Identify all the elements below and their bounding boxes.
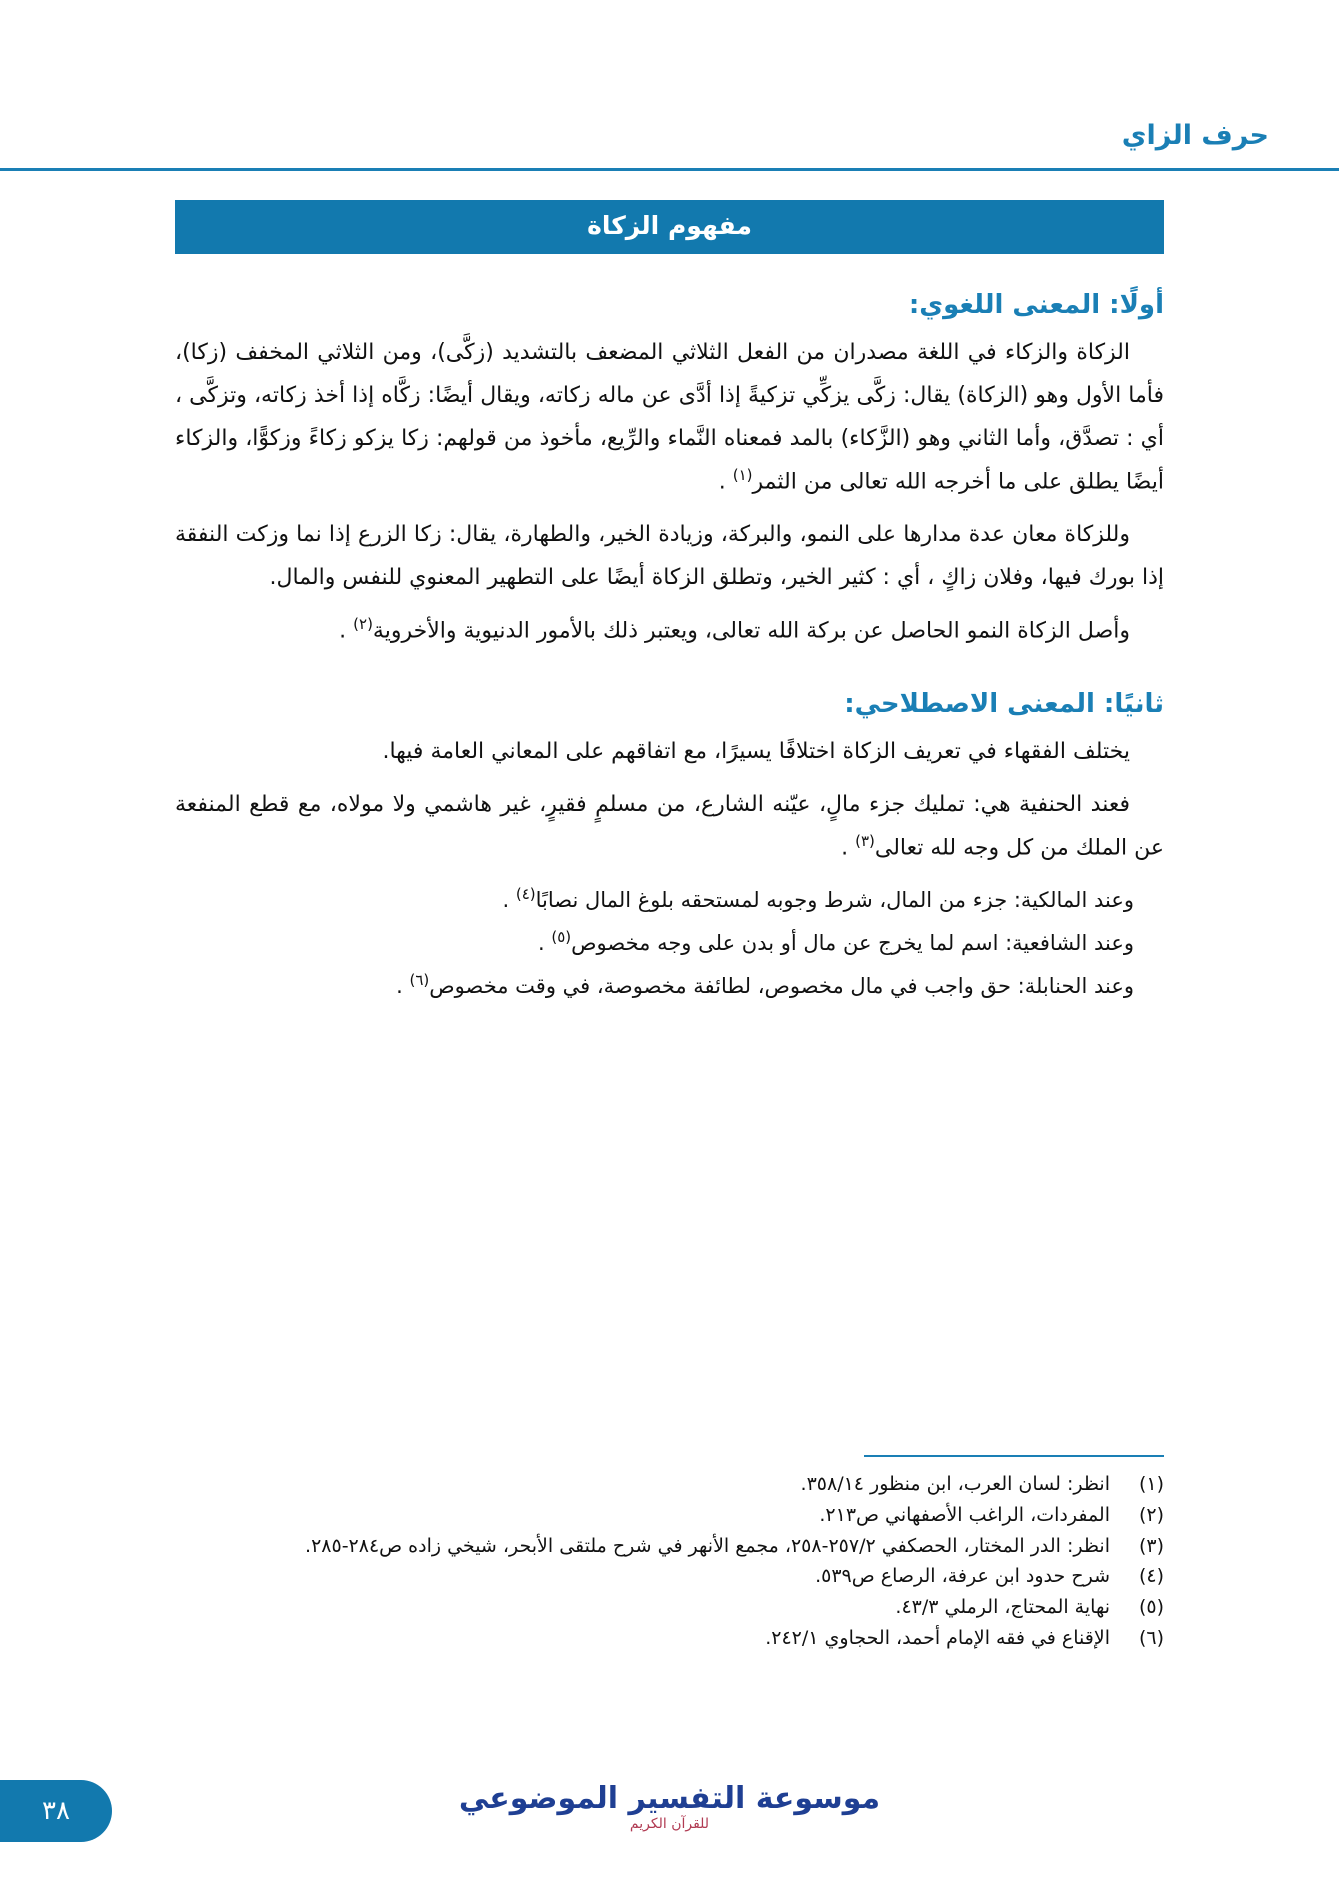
logo-title: موسوعة التفسير الموضوعي — [458, 1780, 881, 1816]
footnote-number: (٤) — [1138, 1565, 1164, 1588]
footnote-item — [175, 1531, 1164, 1562]
paragraph-text: فعند الحنفية هي: تمليك جزء مالٍ، عيّنه الشارع، من مسلمٍ فقيرٍ، غير هاشمي ولا مولاه، مع قطع المنفعة عن الملك من كل وجه لله تعالى — [175, 791, 1164, 860]
footnote-item — [175, 1500, 1164, 1531]
paragraph-linguistic-3: وأصل الزكاة النمو الحاصل عن بركة الله تعالى، ويعتبر ذلك بالأمور الدنيوية والأخروية$^{(٢)}$ . — [339, 614, 1130, 643]
footnote-item — [175, 1561, 1164, 1592]
page-header — [0, 120, 1339, 172]
footnote-number: (٣) — [1138, 1534, 1164, 1557]
definition-text: وعند الشافعية: اسم لما يخرج عن مال أو بدن على وجه مخصوص — [571, 930, 1134, 955]
paragraph-technical-2: فعند الحنفية هي: تمليك جزء مالٍ، عيّنه الشارع، من مسلمٍ فقيرٍ، غير هاشمي ولا مولاه، مع قطع المنفعة عن الملك من كل وجه لله تعالى$^{(٣)}$ . — [175, 791, 1164, 860]
paragraph-linguistic-1: الزكاة والزكاء في اللغة مصدران من الفعل الثلاثي المضعف بالتشديد (زكَّى)، ومن الثلاثي المخفف (زكا)، فأما الأول وهو (الزكاة) يقال: زكَّى يزكِّي تزكيةً إذا أدَّى عن ماله زكاته، ويقال أيضًا: زكَّاه إذا أخذ زكاته، وتزكَّى ، أي : تصدَّق، وأما الثاني وهو (الزَّكاء) بالمد فمعناه النَّماء والرِّيع، مأخوذ من قولهم: زكا يزكو زكاءً وزكوًّا، والزكاء أيضًا يطلق على ما أخرجه الله تعالى من الثمر$^{(١)}$ . — [175, 340, 1164, 494]
footnote-ref-6[interactable]: (٦) — [409, 970, 430, 989]
definition-shafii: وعند الشافعية: اسم لما يخرج عن مال أو بدن على وجه مخصوص$^{(٥)}$ . — [538, 927, 1134, 955]
running-title: حرف الزاي — [1121, 120, 1269, 151]
definition-hanbali: وعند الحنابلة: حق واجب في مال مخصوص، لطائفة مخصوصة، في وقت مخصوص$^{(٦)}$ . — [396, 970, 1134, 998]
page-number: ٣٨ — [0, 1780, 112, 1842]
section-banner: مفهوم الزكاة — [175, 200, 1164, 254]
footnote-item — [175, 1623, 1164, 1654]
paragraph-text: وأصل الزكاة النمو الحاصل عن بركة الله تعالى، ويعتبر ذلك بالأمور الدنيوية والأخروية — [372, 618, 1130, 643]
logo-subtitle: للقرآن الكريم — [629, 1816, 710, 1832]
footnote-item — [175, 1469, 1164, 1500]
heading-linguistic-meaning: أولًا: المعنى اللغوي: — [908, 290, 1164, 320]
publisher-logo — [0, 1780, 1339, 1833]
footnote-text: انظر: لسان العرب، ابن منظور ٣٥٨/١٤. — [800, 1473, 1110, 1495]
header-divider — [0, 168, 1339, 171]
footnote-text: المفردات، الراغب الأصفهاني ص٢١٣. — [819, 1503, 1110, 1526]
footnote-number: (٥) — [1138, 1596, 1164, 1619]
footnote-ref-4[interactable]: (٤) — [515, 884, 536, 903]
definition-text: وعند الحنابلة: حق واجب في مال مخصوص، لطائفة مخصوصة، في وقت مخصوص — [429, 973, 1134, 998]
footnote-number: (١) — [1138, 1473, 1164, 1495]
footnotes-block — [175, 1455, 1164, 1654]
definition-text: وعند المالكية: جزء من المال، شرط وجوبه لمستحقه بلوغ المال نصابًا — [535, 887, 1134, 912]
footnote-ref-5[interactable]: (٥) — [551, 927, 572, 946]
footnote-text: شرح حدود ابن عرفة، الرصاع ص٥٣٩. — [815, 1565, 1110, 1588]
footnote-number: (٢) — [1138, 1503, 1164, 1526]
footnote-ref-2[interactable]: (٢) — [353, 614, 373, 633]
footnote-text: الإقناع في فقه الإمام أحمد، الحجاوي ٢٤٢/١. — [765, 1626, 1110, 1649]
footnote-text: انظر: الدر المختار، الحصكفي ٢٥٧/٢-٢٥٨، مجمع الأنهر في شرح ملتقى الأبحر، شيخي زاده ص٢٨٤-٢٨٥. — [305, 1534, 1110, 1557]
footnote-divider — [864, 1455, 1164, 1457]
paragraph-linguistic-2: وللزكاة معان عدة مدارها على النمو، والبركة، وزيادة الخير، والطهارة، يقال: زكا الزرع إذا نما وزكت النفقة إذا بورك فيها، وفلان زاكٍ ، أي : كثير الخير، وتطلق الزكاة أيضًا على التطهير المعنوي للنفس والمال. — [175, 521, 1164, 590]
footnote-ref-1[interactable]: (١) — [732, 465, 753, 484]
footnote-text: نهاية المحتاج، الرملي ٤٣/٣. — [895, 1596, 1110, 1619]
page-content — [175, 200, 1164, 1009]
paragraph-text: الزكاة والزكاء في اللغة مصدران من الفعل الثلاثي المضعف بالتشديد (زكَّى)، ومن الثلاثي المخفف (زكا)، فأما الأول وهو (الزكاة) يقال: زكَّى يزكِّي تزكيةً إذا أدَّى عن ماله زكاته، ويقال أيضًا: زكَّاه إذا أخذ زكاته، وتزكَّى ، أي : تصدَّق، وأما الثاني وهو (الزَّكاء) بالمد فمعناه النَّماء والرِّيع، مأخوذ من قولهم: زكا يزكو زكاءً وزكوًّا، والزكاء أيضًا يطلق على ما أخرجه الله تعالى من الثمر — [175, 340, 1164, 494]
footnote-item — [175, 1592, 1164, 1623]
heading-technical-meaning: ثانيًا: المعنى الاصطلاحي: — [844, 688, 1164, 719]
footnote-ref-3[interactable]: (٣) — [855, 831, 875, 850]
definition-maliki: وعند المالكية: جزء من المال، شرط وجوبه لمستحقه بلوغ المال نصابًا$^{(٤)}$ . — [502, 884, 1134, 912]
paragraph-technical-1: يختلف الفقهاء في تعريف الزكاة اختلافًا يسيرًا، مع اتفاقهم على المعاني العامة فيها. — [382, 738, 1130, 764]
footnote-number: (٦) — [1138, 1626, 1164, 1649]
